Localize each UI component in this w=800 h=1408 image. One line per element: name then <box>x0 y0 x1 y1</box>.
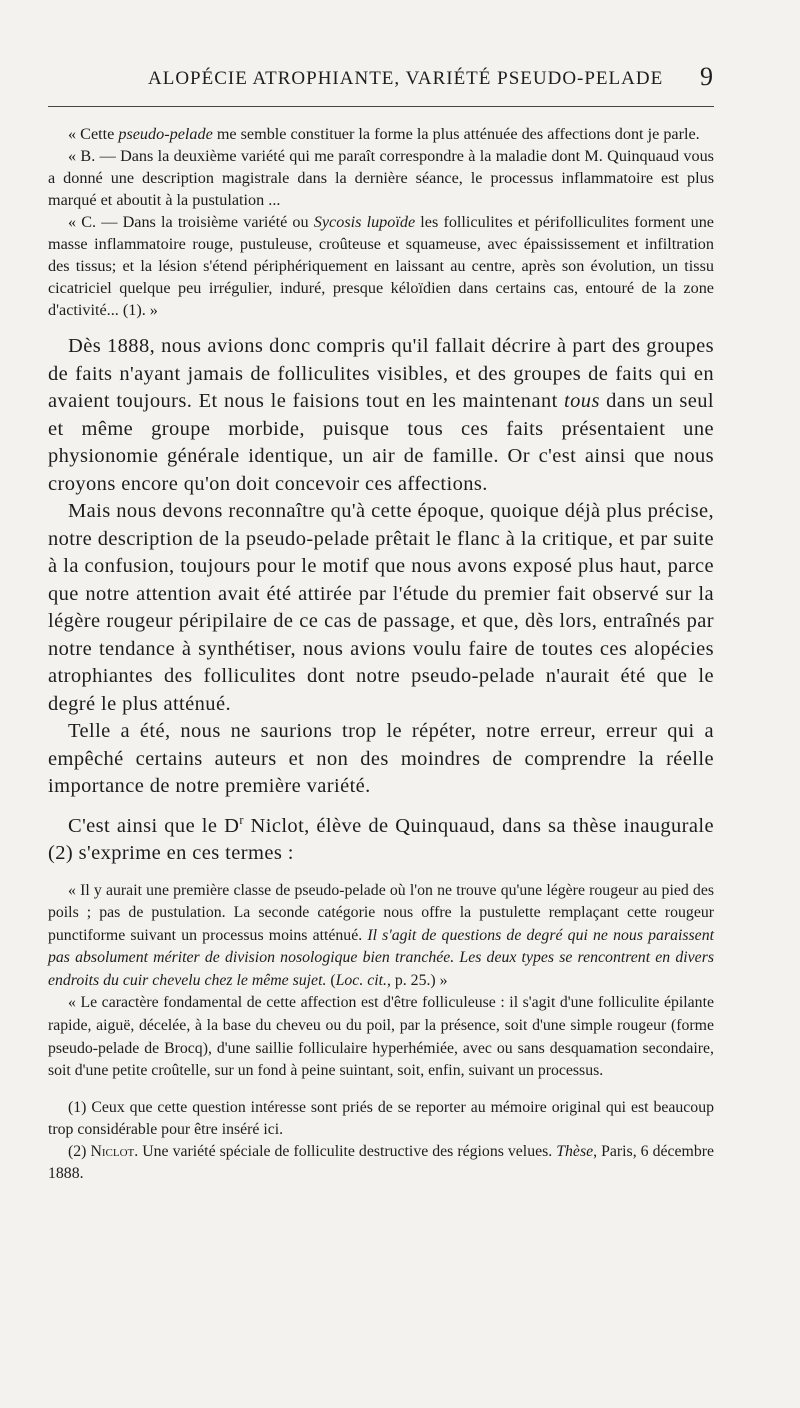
quote-paragraph: « B. — Dans la deuxième variété qui me paraît correspondre à la maladie dont M. Quinquaud vous a donné une description magistrale dans la dernière séance, le processus inflammatoire est plus marqué et aboutit à la pustulation ... <box>48 147 714 209</box>
body-paragraph: Mais nous devons reconnaître qu'à cette époque, quoique déjà plus précise, notre description de la pseudo-pelade prêtait le flanc à la critique, et par suite à la confusion, toujours pour le motif que nous avons exposé plus haut, parce que notre attention avait été attirée par l'étude du premier fait observé sur la légère rougeur péripilaire de ce cas de passage, et que, dès lors, entraînés par notre tendance à synthétiser, nous avions voulu faire de toutes ces alopécies atrophiantes des folliculites dont notre pseudo-pelade n'aurait été que le degré le plus atténué. <box>48 500 714 715</box>
quote-paragraph: « Le caractère fondamental de cette affection est d'être folliculeuse : il s'agit d'une folliculite épilante rapide, aiguë, décelée, à la base du cheveu ou du poil, par la présence, soit d'une simple rougeur (forme pseudo-pelade de Brocq), d'une saillie folliculaire hyperhémiée, avec ou sans desquamation secondaire, soit d'une petite croûtelle, sur un fond à peine suintant, soit, enfin, suivant un processus. <box>48 994 714 1080</box>
footnote-1: (1) Ceux que cette question intéresse sont priés de se reporter au mémoire original qui est beaucoup trop considérable pour être inséré ici. <box>48 1098 714 1138</box>
body-paragraph: Telle a été, nous ne saurions trop le répéter, notre erreur, erreur qui a empêché certains auteurs et non des moindres de comprendre la réelle importance de notre première variété. <box>48 720 714 797</box>
quote-paragraph: « Cette pseudo-pelade me semble constituer la forme la plus atténuée des affections dont je parle. <box>68 125 700 143</box>
page-number: 9 <box>700 62 714 91</box>
main-text <box>48 333 714 868</box>
footnotes <box>48 1097 714 1185</box>
quoted-passage-2 <box>48 880 714 1083</box>
quote-paragraph: « C. — Dans la troisième variété ou Sycosis lupoïde les folliculites et périfolliculites forment une masse inflammatoire rouge, pustuleuse, croûteuse et squameuse, avec épaississement et infiltration des tissus; et la lésion s'étend périphériquement en laissant au centre, après son évolution, un tissu cicatriciel quelque peu irrégulier, induré, presque kéloïdien dans certains cas, entouré de la zone d'activité... (1). » <box>48 213 714 319</box>
footnote-2: (2) Niclot. Une variété spéciale de folliculite destructive des régions velues. Thèse, Paris, 6 décembre 1888. <box>48 1142 715 1182</box>
body-paragraph: C'est ainsi que le $D^r$ Niclot, élève de Quinquaud, dans sa thèse inaugurale (2) s'exprime en ces termes : <box>48 812 714 864</box>
book-page <box>48 60 714 1185</box>
running-head <box>48 60 714 100</box>
quote-paragraph: « Il y aurait une première classe de pseudo-pelade où l'on ne trouve qu'une légère rougeur au pied des poils ; pas de pustulation. La seconde catégorie nous offre la pustulette remplaçant cette rougeur punctiforme suivant un processus moins atténué. Il s'agit de questions de degré qui ne nous paraissent pas absolument mériter de division nosologique bien tranchée. Les deux types se rencontrent en divers endroits du cuir chevelu chez le même sujet. (Loc. cit., p. 25.) » <box>48 881 714 989</box>
running-title: ALOPÉCIE ATROPHIANTE, VARIÉTÉ PSEUDO-PELADE <box>148 68 664 89</box>
header-rule <box>48 106 714 107</box>
quoted-passage-1 <box>48 123 714 321</box>
body-paragraph: Dès 1888, nous avions donc compris qu'il fallait décrire à part des groupes de faits n'ayant jamais de folliculites visibles, et des groupes de faits qui en avaient toujours. Et nous le faisions tout en les maintenant tous dans un seul et même groupe morbide, puisque tous ces faits présentaient une physionomie générale identique, un air de famille. Or c'est ainsi que nous croyons encore qu'on doit concevoir ces affections. <box>48 335 714 495</box>
